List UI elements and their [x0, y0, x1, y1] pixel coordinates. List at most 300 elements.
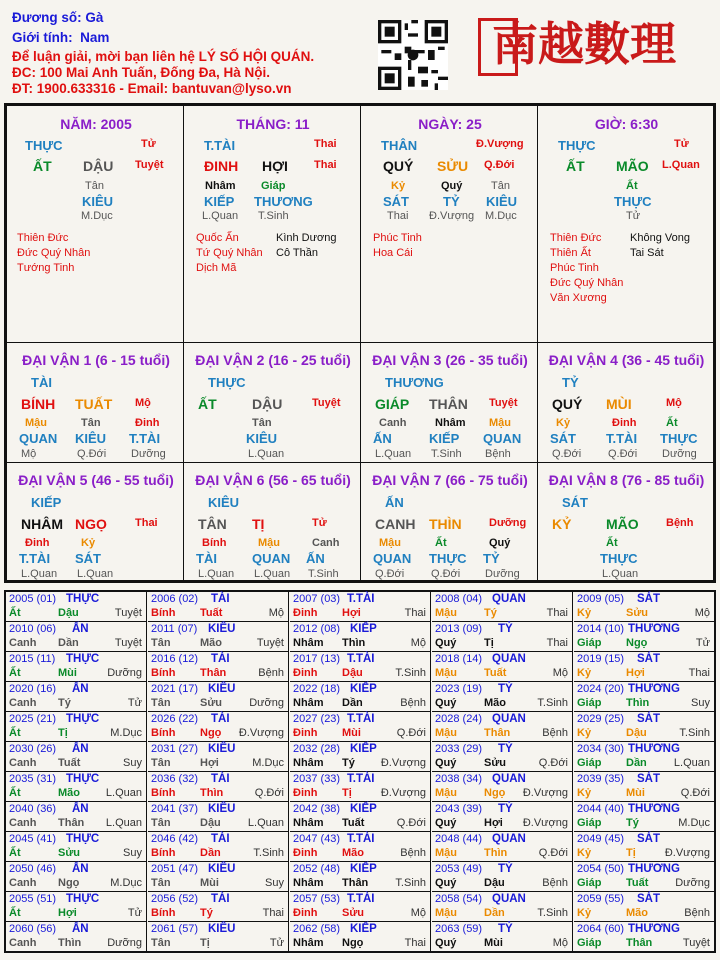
year-stem: Canh	[9, 757, 37, 769]
star: Thiên Đức	[17, 232, 69, 244]
year-god: KIÊU	[208, 923, 236, 935]
year-stem: Quý	[435, 817, 457, 829]
year-label: 2036 (32)	[151, 773, 199, 785]
year-god: SÁT	[637, 893, 660, 905]
dai-van-hidden-state: Q.Đới	[431, 568, 461, 580]
year-god: THƯƠNG	[628, 863, 680, 875]
year-cell	[6, 922, 147, 952]
dai-van-title: ĐẠI VẬN 8 (76 - 85 tuổi)	[548, 472, 705, 488]
hidden-stem: Quý	[441, 180, 463, 192]
year-label: 2046 (42)	[151, 833, 199, 845]
year-branch: Thìn	[342, 637, 366, 649]
hidden-god: KIÊU	[486, 194, 518, 209]
year-label: 2021 (17)	[151, 683, 199, 695]
year-state: Q.Đới	[538, 847, 568, 859]
star: Đức Quý Nhân	[17, 247, 91, 259]
dai-van-branch: TUẤT	[75, 396, 113, 412]
year-cell	[148, 892, 289, 922]
year-god: THỰC	[66, 893, 100, 905]
star: Phúc Tinh	[550, 262, 599, 274]
year-cell	[290, 772, 431, 802]
year-cell	[432, 892, 573, 922]
year-god: SÁT	[637, 833, 660, 845]
year-branch: Dần	[626, 757, 647, 769]
year-god: TÀI	[211, 893, 230, 905]
year-god: TÀI	[211, 773, 230, 785]
year-label: 2034 (30)	[577, 743, 625, 755]
dai-van-hidden-god: KIÊU	[75, 431, 107, 446]
year-cell	[6, 712, 147, 742]
year-label: 2023 (19)	[435, 683, 483, 695]
dai-van-hidden-stem: Mậu	[379, 537, 401, 549]
year-stem: Nhâm	[293, 697, 324, 709]
dai-van-branch: MÃO	[606, 516, 639, 532]
year-state: T.Sinh	[395, 667, 426, 679]
dai-van-hidden-stem: Ất	[666, 417, 678, 429]
hidden-god: TỶ	[443, 194, 460, 209]
dai-van-hidden-stem: Kỷ	[556, 417, 571, 429]
year-cell	[290, 802, 431, 832]
year-branch: Thân	[484, 727, 511, 739]
star: Hoa Cái	[373, 247, 413, 259]
year-stem: Đinh	[293, 907, 318, 919]
year-label: 2056 (52)	[151, 893, 199, 905]
year-cell	[432, 922, 573, 952]
year-branch: Tý	[342, 757, 355, 769]
hidden-god: KIÊU	[82, 194, 114, 209]
year-branch: Mùi	[58, 667, 77, 679]
year-state: M.Dục	[110, 877, 142, 889]
year-stem: Bính	[151, 727, 176, 739]
year-branch: Mùi	[200, 877, 219, 889]
year-branch: Thìn	[58, 937, 82, 949]
pillar-hour	[537, 105, 714, 343]
year-label: 2062 (58)	[293, 923, 341, 935]
dai-van-stem: NHÂM	[21, 516, 63, 532]
year-stem: Bính	[151, 847, 176, 859]
year-state: Đ.Vượng	[380, 787, 426, 799]
star: Quốc Ấn	[196, 232, 239, 244]
year-label: 2049 (45)	[577, 833, 625, 845]
dai-van-hidden-god: SÁT	[75, 551, 101, 566]
year-stem: Đinh	[293, 667, 318, 679]
year-label: 2028 (24)	[435, 713, 483, 725]
year-cell	[148, 652, 289, 682]
year-label: 2032 (28)	[293, 743, 341, 755]
year-cell	[432, 772, 573, 802]
dai-van-hidden-god: T.TÀI	[606, 431, 638, 446]
year-stem: Quý	[435, 697, 457, 709]
year-cell	[574, 892, 714, 922]
year-state: Q.Đới	[396, 817, 426, 829]
dai-van-hidden-stem: Canh	[312, 537, 340, 549]
left-god: THÂN	[381, 138, 418, 153]
year-cell	[574, 712, 714, 742]
year-branch: Mùi	[484, 937, 503, 949]
state: Tuyệt	[135, 159, 164, 171]
year-label: 2033 (29)	[435, 743, 483, 755]
dai-van-hidden-god: ẤN	[306, 551, 325, 566]
year-state: Tuyệt	[682, 937, 710, 949]
year-stem: Tân	[151, 817, 171, 829]
year-branch: Dần	[200, 847, 221, 859]
year-stem: Giáp	[577, 937, 602, 949]
year-god: KIÊU	[208, 743, 236, 755]
year-stem: Tân	[151, 697, 171, 709]
dai-van-title: ĐẠI VẬN 1 (6 - 15 tuổi)	[22, 352, 170, 368]
dai-van-hidden-god: QUAN	[483, 431, 522, 446]
hidden-state: Thai	[387, 210, 409, 222]
year-god: THƯƠNG	[628, 923, 680, 935]
year-state: M.Dục	[678, 817, 710, 829]
hidden-stem: Giáp	[261, 180, 286, 192]
pillar-year	[6, 105, 184, 343]
year-label: 2054 (50)	[577, 863, 625, 875]
dai-van-god: THỰC	[208, 375, 246, 390]
year-cell	[6, 742, 147, 772]
dai-van-stem: KỶ	[552, 516, 572, 532]
year-cell	[148, 802, 289, 832]
year-branch: Dần	[58, 637, 79, 649]
left-god: THỰC	[558, 138, 596, 153]
year-cell	[432, 652, 573, 682]
dai-van-hidden-state: L.Quan	[198, 568, 235, 580]
year-label: 2005 (01)	[9, 593, 57, 605]
year-god: KIÊU	[208, 623, 236, 635]
year-label: 2051 (47)	[151, 863, 199, 875]
year-branch: Mão	[200, 637, 222, 649]
year-cell	[290, 682, 431, 712]
year-branch: Dậu	[200, 817, 221, 829]
year-stem: Ất	[9, 787, 21, 799]
year-state: Bệnh	[400, 847, 426, 859]
year-branch: Tị	[58, 727, 68, 739]
dai-van-god: KIÊU	[208, 495, 240, 510]
hidden-stem: Tân	[491, 180, 510, 192]
hidden-state: M.Dục	[485, 210, 517, 222]
year-cell	[290, 622, 431, 652]
year-god: THƯƠNG	[628, 683, 680, 695]
dai-van-hidden-god: QUAN	[19, 431, 58, 446]
year-state: Suy	[691, 697, 710, 709]
year-label: 2029 (25)	[577, 713, 625, 725]
year-branch: Mão	[58, 787, 80, 799]
dai-van-hidden-god: ẤN	[373, 431, 392, 446]
year-state: Tử	[269, 937, 284, 949]
year-label: 2026 (22)	[151, 713, 199, 725]
year-branch: Tuất	[58, 757, 81, 769]
year-branch: Hợi	[342, 607, 361, 619]
dai-van-hidden-stem: Kỷ	[81, 537, 96, 549]
pillar-title: NĂM: 2005	[60, 116, 132, 132]
pillar-day	[360, 105, 538, 343]
year-label: 2025 (21)	[9, 713, 57, 725]
year-branch: Dậu	[342, 667, 363, 679]
year-state: Q.Đới	[680, 787, 710, 799]
star: Thiên Đức	[550, 232, 602, 244]
year-label: 2059 (55)	[577, 893, 625, 905]
year-god: THƯƠNG	[628, 803, 680, 815]
year-branch: Thân	[58, 817, 85, 829]
year-stem: Mậu	[435, 847, 457, 859]
year-state: Đ.Vượng	[238, 727, 284, 739]
year-label: 2012 (08)	[293, 623, 341, 635]
year-state: Đ.Vượng	[522, 817, 568, 829]
year-stem: Nhâm	[293, 937, 324, 949]
year-cell	[148, 712, 289, 742]
pillar-title: NGÀY: 25	[418, 116, 482, 132]
year-stem: Mậu	[435, 907, 457, 919]
year-branch: Sửu	[484, 757, 507, 769]
year-state: Tử	[695, 637, 710, 649]
year-stem: Kỷ	[577, 727, 592, 739]
year-state: Mộ	[410, 637, 426, 649]
year-cell	[148, 772, 289, 802]
year-state: M.Dục	[110, 727, 142, 739]
year-state: T.Sinh	[395, 877, 426, 889]
dai-van-hidden-stem: Canh	[379, 417, 407, 429]
dai-van-branch: NGỌ	[75, 516, 107, 532]
year-label: 2037 (33)	[293, 773, 341, 785]
pillar-title: GIỜ: 6:30	[594, 116, 659, 132]
year-cell	[432, 742, 573, 772]
year-cell	[290, 862, 431, 892]
year-branch: Dậu	[58, 607, 79, 619]
year-table	[4, 590, 716, 953]
dai-van-hidden-stem: Mậu	[489, 417, 511, 429]
year-state: Q.Đới	[254, 787, 284, 799]
year-god: T.TÀI	[347, 773, 375, 785]
year-stem: Canh	[9, 937, 37, 949]
dai-van-cell	[6, 342, 184, 463]
year-stem: Nhâm	[293, 637, 324, 649]
year-cell	[6, 592, 147, 622]
year-cell	[574, 832, 714, 862]
dai-van-hidden-state: L.Quan	[254, 568, 291, 580]
year-state: Bệnh	[400, 697, 426, 709]
year-god: THỰC	[66, 713, 100, 725]
year-state: Đ.Vượng	[522, 787, 568, 799]
dai-van-hidden-state: Q.Đới	[375, 568, 405, 580]
hidden-state: Đ.Vượng	[429, 210, 475, 222]
year-branch: Dậu	[484, 877, 505, 889]
year-stem: Ất	[9, 727, 21, 739]
year-cell	[290, 712, 431, 742]
year-branch: Thìn	[626, 697, 650, 709]
dai-van-hidden-god: QUAN	[252, 551, 291, 566]
year-stem: Giáp	[577, 817, 602, 829]
dai-van-hidden-stem: Mậu	[258, 537, 280, 549]
year-god: KIÊU	[208, 683, 236, 695]
year-stem: Bính	[151, 667, 176, 679]
year-state: T.Sinh	[679, 727, 710, 739]
year-state: L.Quan	[673, 757, 710, 769]
year-stem: Quý	[435, 877, 457, 889]
star: Đức Quý Nhân	[550, 277, 624, 289]
year-stem: Canh	[9, 877, 37, 889]
header	[0, 0, 720, 100]
year-state: Thai	[404, 937, 426, 949]
dai-van-god: TỶ	[562, 375, 579, 390]
year-cell	[574, 862, 714, 892]
year-cell	[290, 742, 431, 772]
dai-van-god: THƯƠNG	[385, 375, 444, 390]
dai-van-cell	[360, 342, 538, 463]
year-cell	[148, 742, 289, 772]
year-god: QUAN	[492, 593, 526, 605]
qr-code-icon[interactable]	[378, 20, 448, 90]
stem: ĐINH	[204, 158, 239, 174]
year-branch: Sửu	[626, 607, 649, 619]
hidden-god: THỰC	[614, 194, 652, 209]
year-state: Suy	[123, 757, 142, 769]
dai-van-state: Tuyệt	[312, 397, 341, 409]
dai-van-title: ĐẠI VẬN 4 (36 - 45 tuổi)	[548, 352, 705, 368]
left-god: THỰC	[25, 138, 63, 153]
dai-van-hidden-stem: Ất	[435, 537, 447, 549]
year-branch: Tý	[626, 817, 639, 829]
year-cell	[6, 652, 147, 682]
year-cell	[290, 652, 431, 682]
year-state: Mộ	[552, 937, 568, 949]
year-label: 2053 (49)	[435, 863, 483, 875]
branch: HỢI	[262, 158, 288, 174]
year-state: Tuyệt	[114, 607, 142, 619]
year-cell	[6, 832, 147, 862]
year-god: ẤN	[72, 623, 89, 635]
year-cell	[574, 922, 714, 952]
year-label: 2016 (12)	[151, 653, 199, 665]
year-state: Mộ	[694, 607, 710, 619]
dai-van-branch: THÌN	[429, 516, 462, 532]
year-branch: Hợi	[626, 667, 645, 679]
year-branch: Ngọ	[200, 727, 222, 739]
year-cell	[6, 862, 147, 892]
dai-van-hidden-state: Q.Đới	[552, 448, 582, 460]
year-cell	[574, 682, 714, 712]
year-stem: Giáp	[577, 697, 602, 709]
year-cell	[6, 892, 147, 922]
year-branch: Tị	[484, 637, 494, 649]
year-cell	[148, 592, 289, 622]
year-branch: Tý	[200, 907, 213, 919]
year-state: T.Sinh	[537, 907, 568, 919]
dai-van-stem: QUÝ	[552, 396, 583, 412]
dai-van-state: Tử	[312, 517, 327, 529]
right-god: Tử	[141, 138, 156, 150]
dai-van-cell	[537, 462, 714, 581]
dai-van-hidden-stem: Tân	[252, 417, 272, 429]
dai-van-hidden-state: Bệnh	[485, 448, 511, 460]
year-branch: Hợi	[58, 907, 77, 919]
year-stem: Quý	[435, 937, 457, 949]
year-label: 2047 (43)	[293, 833, 341, 845]
year-stem: Nhâm	[293, 877, 324, 889]
logo: 南越數理	[492, 17, 676, 71]
year-branch: Tuất	[484, 667, 507, 679]
dai-van-hidden-god: TỶ	[483, 551, 500, 566]
dai-van-hidden-state: Dưỡng	[131, 448, 166, 460]
year-state: Thai	[546, 607, 568, 619]
year-branch: Dần	[484, 907, 505, 919]
year-cell	[574, 592, 714, 622]
year-stem: Kỷ	[577, 847, 592, 859]
year-state: T.Sinh	[537, 697, 568, 709]
year-label: 2022 (18)	[293, 683, 341, 695]
year-label: 2050 (46)	[9, 863, 57, 875]
year-god: THỰC	[66, 773, 100, 785]
phone-email-line[interactable]: ĐT: 1900.633316 - Email: bantuvan@lyso.vn	[12, 81, 292, 96]
year-state: Mộ	[410, 907, 426, 919]
dai-van-cell	[537, 342, 714, 463]
year-god: SÁT	[637, 593, 660, 605]
dai-van-hidden-state: L.Quan	[77, 568, 114, 580]
year-branch: Tuất	[200, 607, 223, 619]
dai-van-hidden-god: KIẾP	[429, 431, 460, 446]
year-branch: Ngọ	[626, 637, 648, 649]
year-stem: Ất	[9, 667, 21, 679]
year-state: Thai	[546, 637, 568, 649]
dai-van-branch: THÂN	[429, 396, 468, 412]
year-label: 2018 (14)	[435, 653, 483, 665]
year-branch: Sửu	[200, 697, 223, 709]
year-god: TỶ	[498, 863, 513, 875]
hidden-state: T.Sinh	[258, 210, 289, 222]
year-state: T.Sinh	[253, 847, 284, 859]
year-branch: Ngọ	[342, 937, 364, 949]
dai-van-hidden-stem: Quý	[489, 537, 511, 549]
year-god: TÀI	[211, 833, 230, 845]
dai-van-hidden-god: THỰC	[660, 431, 698, 446]
left-god: T.TÀI	[204, 138, 236, 153]
year-stem: Tân	[151, 757, 171, 769]
year-label: 2063 (59)	[435, 923, 483, 935]
year-state: Đ.Vượng	[380, 757, 426, 769]
year-state: Tuyệt	[114, 637, 142, 649]
year-stem: Tân	[151, 637, 171, 649]
year-stem: Giáp	[577, 877, 602, 889]
hidden-stem: Kỷ	[391, 180, 406, 192]
year-stem: Đinh	[293, 607, 318, 619]
hidden-god: THƯƠNG	[254, 194, 313, 209]
year-label: 2044 (40)	[577, 803, 625, 815]
year-state: Đ.Vượng	[664, 847, 710, 859]
year-state: Mộ	[552, 667, 568, 679]
year-cell	[432, 682, 573, 712]
dai-van-state: Dưỡng	[489, 517, 527, 529]
dai-van-stem: CANH	[375, 516, 416, 532]
year-state: Dưỡng	[107, 937, 142, 949]
year-state: Tử	[127, 907, 142, 919]
year-label: 2015 (11)	[9, 653, 56, 665]
year-branch: Mùi	[342, 727, 361, 739]
dai-van-cell	[183, 342, 361, 463]
year-stem: Giáp	[577, 637, 602, 649]
year-cell	[6, 802, 147, 832]
year-branch: Tuất	[342, 817, 365, 829]
year-god: ẤN	[72, 923, 89, 935]
star: Thiên Ất	[550, 247, 591, 259]
year-label: 2038 (34)	[435, 773, 483, 785]
year-branch: Mão	[484, 697, 506, 709]
year-god: T.TÀI	[347, 593, 375, 605]
year-label: 2006 (02)	[151, 593, 199, 605]
year-cell	[574, 802, 714, 832]
year-stem: Ất	[9, 847, 21, 859]
year-god: QUAN	[492, 713, 526, 725]
year-state: Mộ	[268, 607, 284, 619]
dai-van-state: Bệnh	[666, 517, 694, 529]
